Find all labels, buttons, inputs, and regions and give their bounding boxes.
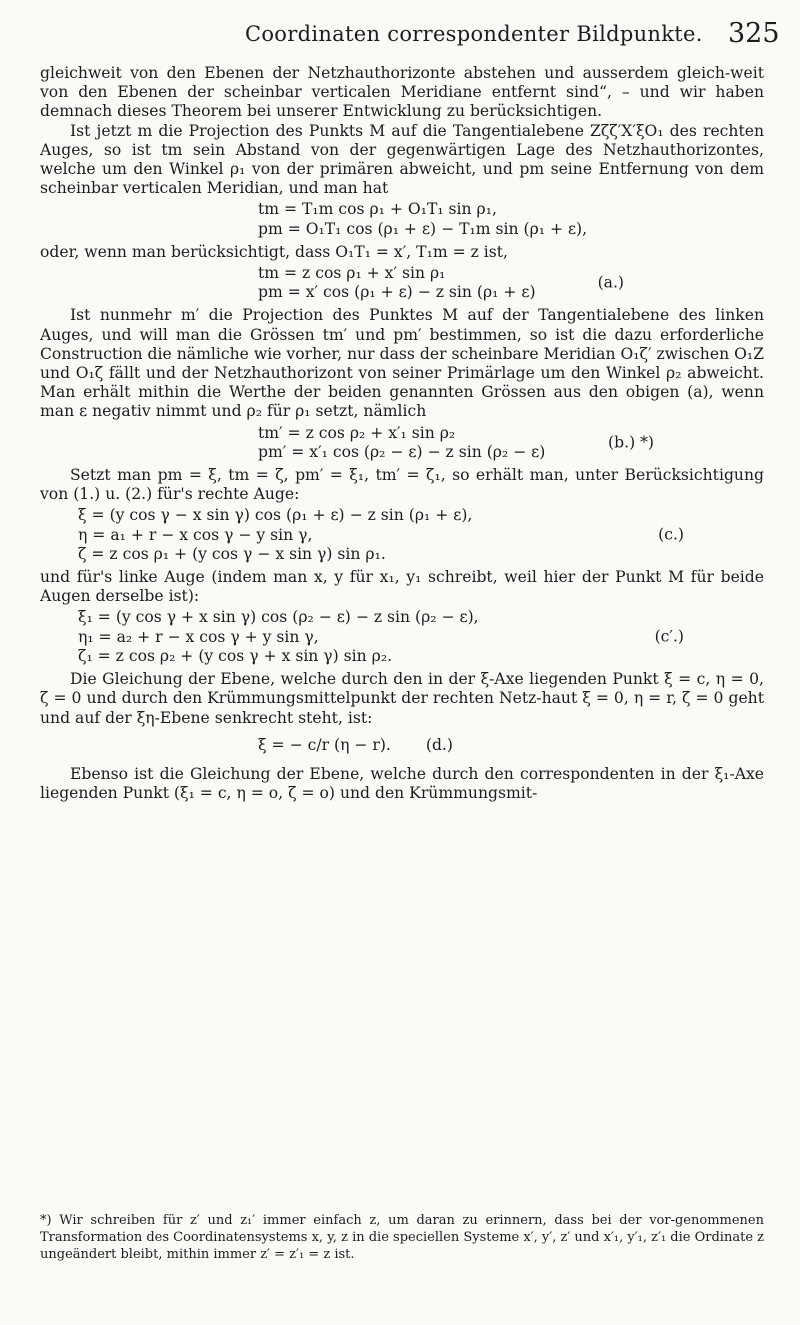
- equation: tm = T₁m cos ρ₁ + O₁T₁ sin ρ₁,: [258, 200, 497, 219]
- page-header: [0, 14, 800, 54]
- equation: ζ = z cos ρ₁ + (y cos γ − x sin γ) sin ρ₁.: [78, 544, 386, 563]
- equation-label: (c.): [658, 525, 684, 544]
- paragraph: oder, wenn man berücksichtigt, dass O₁T₁ = x′, T₁m = z ist,: [40, 242, 508, 261]
- equation: ξ = − c/r (η − r).: [258, 735, 391, 754]
- equation-block: [40, 200, 764, 238]
- equation: pm = O₁T₁ cos (ρ₁ + ε) − T₁m sin (ρ₁ + ε),: [258, 219, 588, 238]
- equation-label: (b.) *): [608, 433, 654, 452]
- main-text: [40, 64, 764, 803]
- paragraph: Ist jetzt m die Projection des Punkts M auf die Tangentialebene Zζζ′X′ξO₁ des rechten Auges, so ist tm sein Abstand von der gegenwärtigen Lage des Netzhauthorizontes, welche um den Winkel ρ₁ von der primären abweicht, und pm seine Entfernung von dem scheinbar verticalen Meridian, und man hat: [40, 121, 764, 198]
- running-title: Coordinaten correspondenter Bildpunkte.: [245, 22, 703, 46]
- equation: ξ = (y cos γ − x sin γ) cos (ρ₁ + ε) − z sin (ρ₁ + ε),: [78, 506, 473, 525]
- equation-block-b: [40, 424, 764, 462]
- equation-block-cprime: [40, 608, 764, 666]
- equation-label: (d.): [425, 735, 453, 754]
- equation: pm = x′ cos (ρ₁ + ε) − z sin (ρ₁ + ε): [258, 283, 536, 302]
- equation-block-a: [40, 264, 764, 302]
- equation: pm′ = x′₁ cos (ρ₂ − ε) − z sin (ρ₂ − ε): [258, 442, 546, 461]
- equation: tm′ = z cos ρ₂ + x′₁ sin ρ₂: [258, 423, 456, 442]
- equation: ξ₁ = (y cos γ + x sin γ) cos (ρ₂ − ε) − z sin (ρ₂ − ε),: [78, 608, 479, 627]
- page-number: 325: [728, 18, 780, 49]
- equation-label: (a.): [597, 273, 624, 292]
- equation-block-d: [40, 736, 764, 755]
- paragraph: Ebenso ist die Gleichung der Ebene, welche durch den correspondenten in der ξ₁-Axe liegenden Punkt (ξ₁ = c, η = o, ζ = o) und den Krümmungsmit-: [40, 764, 764, 803]
- equation-block-c: [40, 506, 764, 564]
- equation: η₁ = a₂ + r − x cos γ + y sin γ,: [78, 627, 319, 646]
- paragraph: Ist nunmehr m′ die Projection des Punktes M auf der Tangentialebene des linken Auges, und will man die Grössen tm′ und pm′ bestimmen, so ist die dazu erforderliche Construction die nämliche wie vorher, nur dass der scheinbare Meridian O₁ζ′ zwischen O₁Z und O₁ζ fällt und der Netzhauthorizont von seiner Primärlage um den Winkel ρ₂ abweicht. Man erhält mithin die Werthe der beiden genannten Grössen aus den obigen (a), wenn man ε negativ nimmt und ρ₂ für ρ₁ setzt, nämlich: [40, 306, 764, 421]
- equation: tm = z cos ρ₁ + x′ sin ρ₁: [258, 264, 446, 283]
- paragraph: Setzt man pm = ξ, tm = ζ, pm′ = ξ₁, tm′ = ζ₁, so erhält man, unter Berücksichtigung von (1.) u. (2.) für's rechte Auge:: [40, 466, 764, 504]
- paragraph: Die Gleichung der Ebene, welche durch den in der ξ-Axe liegenden Punkt ξ = c, η = 0, ζ = 0 und durch den Krümmungsmittelpunkt der rechten Netz-haut ξ = 0, η = r, ζ = 0 geht und auf der ξη-Ebene senkrecht steht, ist:: [40, 670, 764, 727]
- footnote: *) Wir schreiben für z′ und z₁′ immer einfach z, um daran zu erinnern, dass bei der vor-genommenen Transformation des Coordinatensystems x, y, z in die speciellen Systeme x′, y′, z′ und x′₁, y′₁, z′₁ die Ordinate z ungeändert bleibt, mithin immer z′ = z′₁ = z ist.: [40, 1213, 764, 1262]
- paragraph: und für's linke Auge (indem man x, y für x₁, y₁ schreibt, weil hier der Punkt M für beide Augen derselbe ist):: [40, 568, 764, 606]
- equation: ζ₁ = z cos ρ₂ + (y cos γ + x sin γ) sin ρ₂.: [78, 646, 393, 665]
- equation: η = a₁ + r − x cos γ − y sin γ,: [78, 525, 313, 544]
- equation-label: (c′.): [654, 627, 684, 646]
- paragraph: gleichweit von den Ebenen der Netzhauthorizonte abstehen und ausserdem gleich-weit von den Ebenen der scheinbar verticalen Meridiane entfernt sind“, – und wir haben demnach dieses Theorem bei unserer Entwicklung zu berücksichtigen.: [40, 64, 764, 121]
